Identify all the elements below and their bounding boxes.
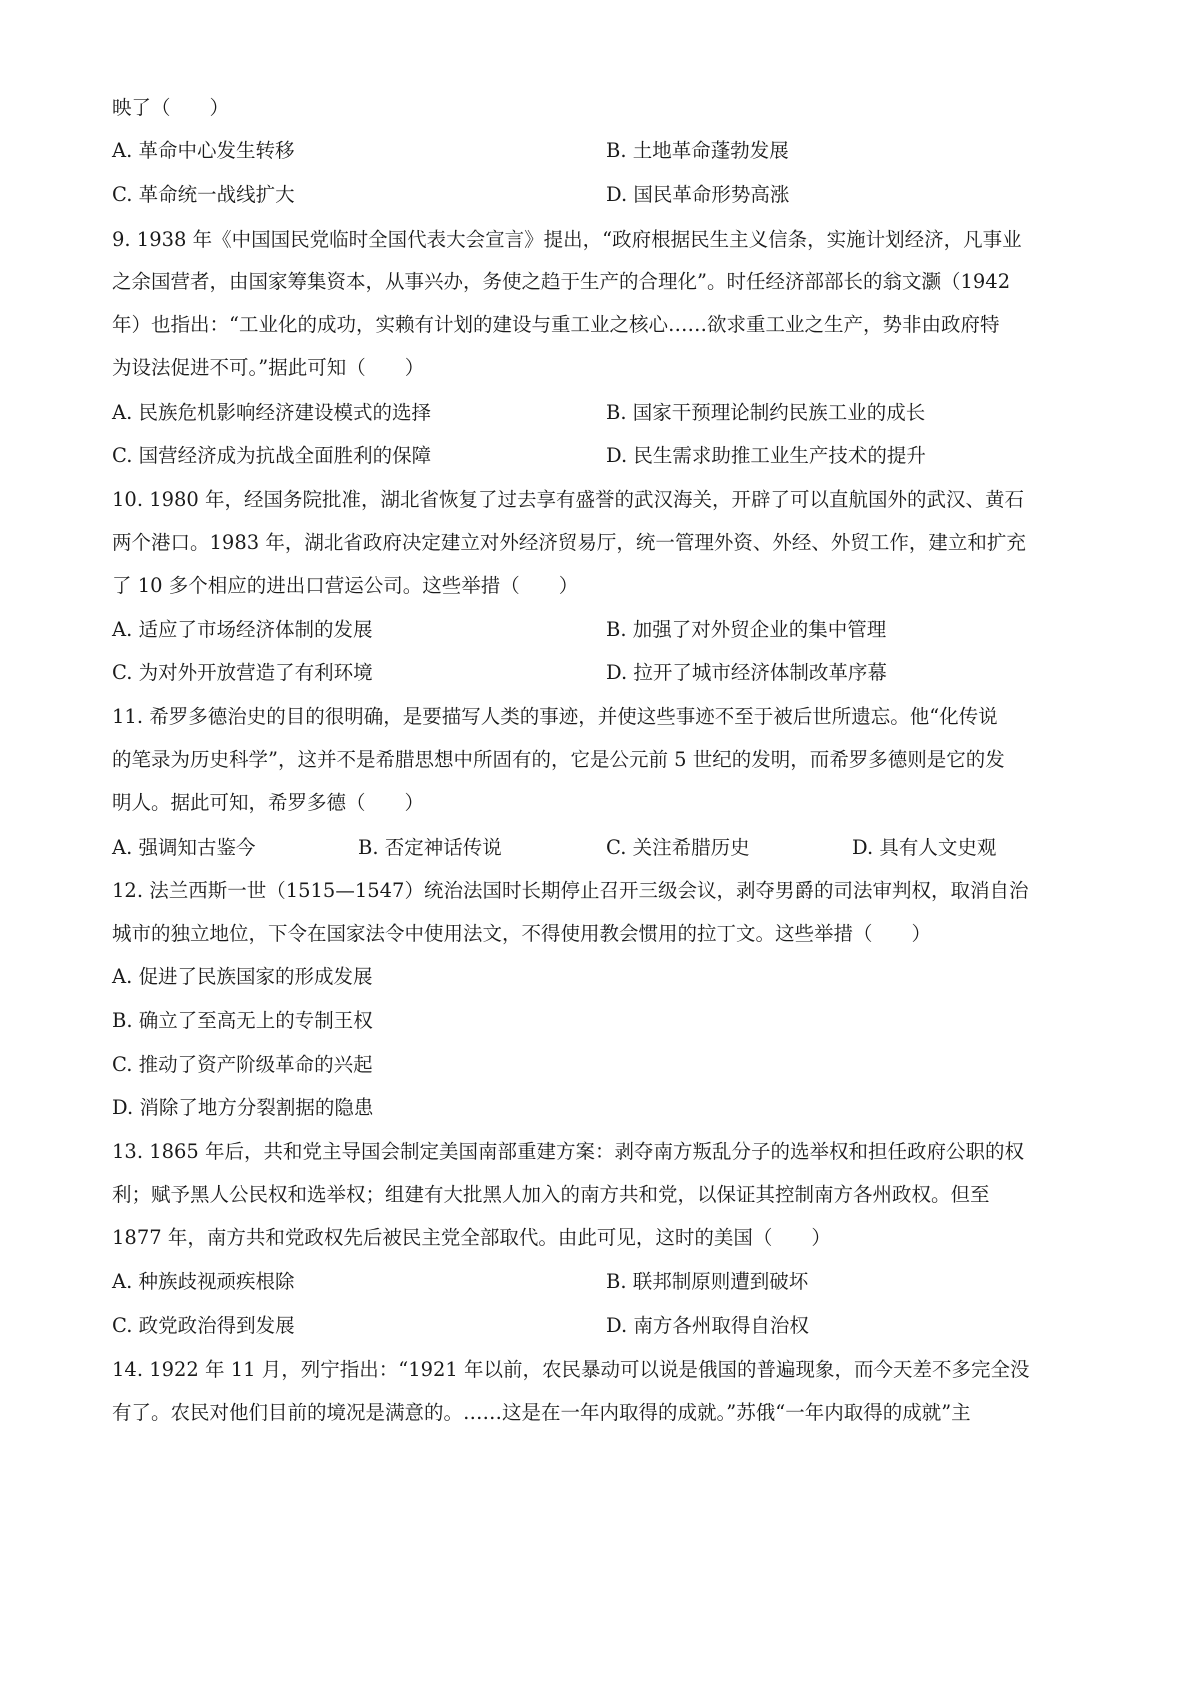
q13-stem-line: 利；赋予黑人公民权和选举权；组建有大批黑人加入的南方共和党，以保证其控制南方各州政权。但至	[112, 1183, 990, 1206]
q9-stem-line: 之余国营者，由国家筹集资本，从事兴办，务使之趋于生产的合理化”。时任经济部部长的翁文灏（1942	[112, 270, 1011, 293]
q12-option-a[interactable]: A. 促进了民族国家的形成发展	[112, 965, 373, 988]
q11-option-c[interactable]: C. 关注希腊历史	[606, 836, 750, 859]
q8-option-b[interactable]: B. 土地革命蓬勃发展	[606, 139, 789, 162]
q10-option-c[interactable]: C. 为对外开放营造了有利环境	[112, 661, 373, 684]
q8-option-c[interactable]: C. 革命统一战线扩大	[112, 183, 295, 206]
q10-stem-line: 10. 1980 年，经国务院批准，湖北省恢复了过去享有盛誉的武汉海关，开辟了可以直航国外的武汉、黄石	[112, 488, 1025, 511]
q13-option-a[interactable]: A. 种族歧视顽疾根除	[112, 1270, 295, 1293]
q8-option-d[interactable]: D. 国民革命形势高涨	[606, 183, 790, 206]
q13-option-c[interactable]: C. 政党政治得到发展	[112, 1314, 295, 1337]
q12-stem-line: 城市的独立地位，下令在国家法令中使用法文，不得使用教会惯用的拉丁文。这些举措（ ）	[112, 922, 932, 945]
q9-stem-line: 为设法促进不可。”据此可知（ ）	[112, 356, 425, 379]
q8-option-a[interactable]: A. 革命中心发生转移	[112, 139, 295, 162]
q14-stem-line: 有了。农民对他们目前的境况是满意的。……这是在一年内取得的成就。”苏俄“一年内取得的成就”主	[112, 1401, 971, 1424]
q8-stem-end: 映了（ ）	[112, 96, 230, 119]
q14-stem-line: 14. 1922 年 11 月，列宁指出：“1921 年以前，农民暴动可以说是俄国的普遍现象，而今天差不多完全没	[112, 1358, 1030, 1381]
q10-stem-line: 了 10 多个相应的进出口营运公司。这些举措（ ）	[112, 574, 579, 597]
q13-stem-line: 1877 年，南方共和党政权先后被民主党全部取代。由此可见，这时的美国（ ）	[112, 1226, 831, 1249]
q11-option-a[interactable]: A. 强调知古鉴今	[112, 836, 256, 859]
q12-option-d[interactable]: D. 消除了地方分裂割据的隐患	[112, 1096, 374, 1119]
q9-option-a[interactable]: A. 民族危机影响经济建设模式的选择	[112, 401, 431, 424]
q9-option-b[interactable]: B. 国家干预理论制约民族工业的成长	[606, 401, 926, 424]
q9-option-c[interactable]: C. 国营经济成为抗战全面胜利的保障	[112, 444, 432, 467]
q13-option-d[interactable]: D. 南方各州取得自治权	[606, 1314, 809, 1337]
q11-stem-line: 明人。据此可知，希罗多德（ ）	[112, 791, 425, 814]
q10-option-a[interactable]: A. 适应了市场经济体制的发展	[112, 618, 373, 641]
q9-stem-line: 年）也指出：“工业化的成功，实赖有计划的建设与重工业之核心……欲求重工业之生产，势非由政府特	[112, 313, 1000, 336]
q10-option-b[interactable]: B. 加强了对外贸企业的集中管理	[606, 618, 887, 641]
q10-option-d[interactable]: D. 拉开了城市经济体制改革序幕	[606, 661, 887, 684]
q12-stem-line: 12. 法兰西斯一世（1515—1547）统治法国时长期停止召开三级会议，剥夺男爵的司法审判权，取消自治	[112, 879, 1029, 902]
q12-option-b[interactable]: B. 确立了至高无上的专制王权	[112, 1009, 373, 1032]
q9-option-d[interactable]: D. 民生需求助推工业生产技术的提升	[606, 444, 926, 467]
q10-stem-line: 两个港口。1983 年，湖北省政府决定建立对外经济贸易厅，统一管理外资、外经、外贸工作，建立和扩充	[112, 531, 1026, 554]
q11-stem-line: 11. 希罗多德治史的目的很明确，是要描写人类的事迹，并使这些事迹不至于被后世所遗忘。他“化传说	[112, 705, 998, 728]
q11-stem-line: 的笔录为历史科学”，这并不是希腊思想中所固有的，它是公元前 5 世纪的发明，而希罗多德则是它的发	[112, 748, 1005, 771]
q12-option-c[interactable]: C. 推动了资产阶级革命的兴起	[112, 1053, 373, 1076]
q9-stem-line: 9. 1938 年《中国国民党临时全国代表大会宣言》提出，“政府根据民生主义信条，实施计划经济，凡事业	[112, 228, 1022, 251]
q11-option-d[interactable]: D. 具有人文史观	[852, 836, 997, 859]
q13-stem-line: 13. 1865 年后，共和党主导国会制定美国南部重建方案：剥夺南方叛乱分子的选举权和担任政府公职的权	[112, 1140, 1025, 1163]
q13-option-b[interactable]: B. 联邦制原则遭到破坏	[606, 1270, 809, 1293]
q11-option-b[interactable]: B. 否定神话传说	[358, 836, 502, 859]
